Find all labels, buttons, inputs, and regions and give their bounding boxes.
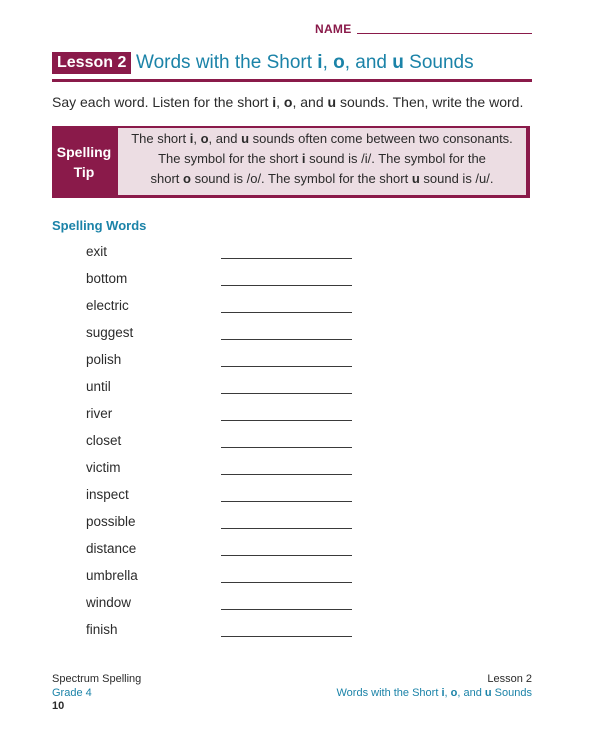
answer-line[interactable] [221,474,352,475]
spelling-word: victim [86,460,121,475]
word-row [0,324,600,344]
answer-line[interactable] [221,258,352,259]
answer-line[interactable] [221,420,352,421]
word-row [0,567,600,587]
footer-grade: Grade 4 [52,687,92,699]
spelling-word: umbrella [86,568,138,583]
answer-line[interactable] [221,312,352,313]
title-divider [52,79,532,82]
word-row [0,297,600,317]
word-row [0,378,600,398]
spelling-tip-text [118,128,526,195]
word-row [0,594,600,614]
spelling-word: polish [86,352,122,367]
footer-lesson: Lesson 2 [487,673,532,685]
spelling-word: suggest [86,325,134,340]
tip-line-3: short o sound is /o/. The symbol for the short u sound is /u/. [150,171,494,186]
answer-line[interactable] [221,339,352,340]
spelling-word: closet [86,433,122,448]
spelling-word: exit [86,244,108,259]
footer-right [336,672,532,700]
answer-line[interactable] [221,609,352,610]
spelling-word: finish [86,622,118,637]
name-label: NAME [315,22,352,36]
spelling-word: electric [86,298,129,313]
answer-line[interactable] [221,393,352,394]
footer-series: Spectrum Spelling [52,673,142,685]
spelling-word: river [86,406,113,421]
answer-line[interactable] [221,636,352,637]
answer-line[interactable] [221,285,352,286]
answer-line[interactable] [221,501,352,502]
name-field-row [0,18,600,38]
tip-line-1: The short i, o, and u sounds often come between two consonants. [131,131,513,146]
lesson-title: Words with the Short i, o, and u Sounds [136,52,474,73]
word-row [0,486,600,506]
name-write-line[interactable] [357,33,532,34]
spelling-word: possible [86,514,136,529]
instructions: Say each word. Listen for the short i, o, and u sounds. Then, write the word. [52,94,524,110]
spelling-word: bottom [86,271,128,286]
word-row [0,405,600,425]
lesson-badge: Lesson 2 [52,52,131,74]
word-row [0,621,600,641]
spelling-tip-box [52,126,530,198]
footer-subtitle: Words with the Short i, o, and u Sounds [336,687,532,699]
answer-line[interactable] [221,447,352,448]
spelling-word: until [86,379,111,394]
word-row [0,459,600,479]
page-number: 10 [52,700,65,712]
word-row [0,513,600,533]
spelling-word: window [86,595,132,610]
page-title [52,51,532,77]
tip-line-2: The symbol for the short i sound is /i/. The symbol for the [158,151,486,166]
word-row [0,270,600,290]
answer-line[interactable] [221,366,352,367]
word-row [0,432,600,452]
spelling-words-heading: Spelling Words [52,218,147,233]
spelling-word: distance [86,541,137,556]
answer-line[interactable] [221,555,352,556]
footer-left [52,672,141,700]
word-row [0,540,600,560]
word-row [0,351,600,371]
answer-line[interactable] [221,528,352,529]
answer-line[interactable] [221,582,352,583]
word-row [0,243,600,263]
spelling-word: inspect [86,487,129,502]
spelling-tip-label: Spelling Tip [56,144,112,180]
